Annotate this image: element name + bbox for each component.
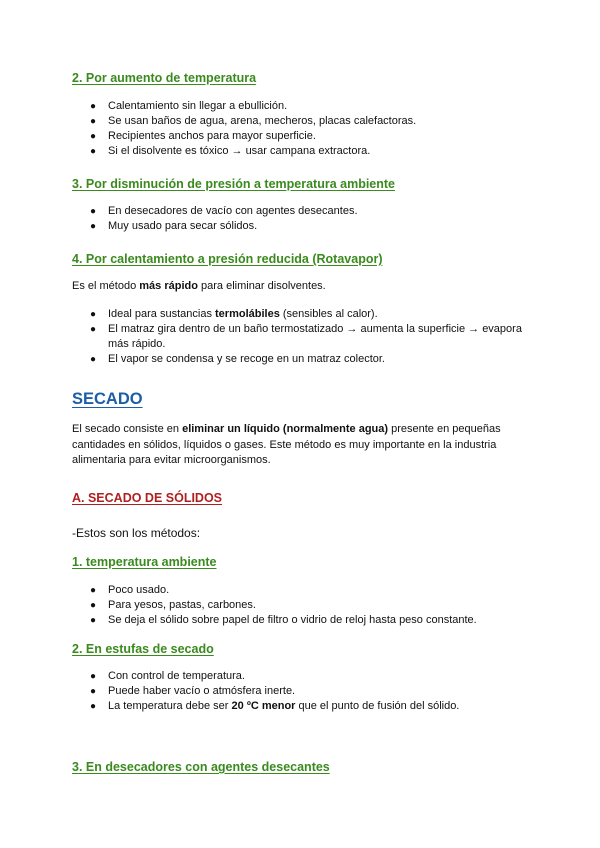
heading-temperatura-ambiente: 1. temperatura ambiente [72, 555, 217, 569]
bullet-icon: ● [90, 701, 97, 712]
bullet-icon: ● [90, 600, 97, 611]
list-item: ● Para yesos, pastas, carbones. [90, 599, 256, 611]
list-item: ● Recipientes anchos para mayor superficie. [90, 130, 316, 142]
list-aumento-temperatura [90, 99, 540, 159]
list-item: ● Con control de temperatura. [90, 670, 245, 682]
list-item: ● Poco usado. [90, 584, 170, 596]
list-item: ● El vapor se condensa y se recoge en un matraz colector. [90, 353, 385, 365]
bullet-icon: ● [90, 615, 97, 626]
list-item: ● La temperatura debe ser 20 ºC menor que el punto de fusión del sólido. [90, 700, 460, 712]
list-item: ● Si el disolvente es tóxico → usar campana extractora. [90, 145, 371, 157]
list-temperatura-ambiente [90, 583, 540, 628]
list-item: ● Se usan baños de agua, arena, mecheros, placas calefactoras. [90, 115, 417, 127]
bullet-icon: ● [90, 101, 97, 112]
metodos-intro: -Estos son los métodos: [72, 526, 201, 540]
heading-secado-solidos: A. SECADO DE SÓLIDOS [72, 491, 223, 505]
list-disminucion-presion [90, 204, 540, 234]
bullet-icon: ● [90, 221, 97, 232]
list-item: ● En desecadores de vacío con agentes desecantes. [90, 205, 358, 217]
bullet-icon: ● [90, 585, 97, 596]
heading-disminucion-presion: 3. Por disminución de presión a temperatura ambiente [72, 177, 395, 191]
heading-secado: SECADO [72, 390, 143, 408]
bullet-icon: ● [90, 671, 97, 682]
bullet-icon: ● [90, 131, 97, 142]
list-item: ● Muy usado para secar sólidos. [90, 220, 258, 232]
bullet-icon: ● [90, 206, 97, 217]
list-estufas-secado [90, 669, 540, 714]
list-item: ● Ideal para sustancias termolábiles (sensibles al calor). [90, 308, 378, 320]
list-item: ● Calentamiento sin llegar a ebullición. [90, 100, 288, 112]
heading-rotavapor: 4. Por calentamiento a presión reducida (Rotavapor) [72, 252, 383, 266]
bullet-icon: ● [90, 686, 97, 697]
heading-estufas-secado: 2. En estufas de secado [72, 642, 214, 656]
secado-paragraph: El secado consiste en eliminar un líquido (normalmente agua) presente en pequeñas cantidades en sólidos, líquidos o gases. Este método es muy importante en la industria alimentaria para evitar microorganismos. [72, 423, 501, 467]
list-item: ● Se deja el sólido sobre papel de filtro o vidrio de reloj hasta peso constante. [90, 614, 477, 626]
bullet-icon: ● [90, 116, 97, 127]
heading-desecadores: 3. En desecadores con agentes desecantes [72, 760, 330, 774]
rotavapor-intro: Es el método más rápido para eliminar disolventes. [72, 280, 326, 292]
list-rotavapor [90, 307, 540, 367]
list-item: ● Puede haber vacío o atmósfera inerte. [90, 685, 296, 697]
list-item: ● El matraz gira dentro de un baño termostatizado → aumenta la superficie → evapora más rápido. [90, 323, 522, 350]
bullet-icon: ● [90, 354, 97, 365]
heading-aumento-temperatura: 2. Por aumento de temperatura [72, 71, 257, 85]
bullet-icon: ● [90, 309, 97, 320]
bullet-icon: ● [90, 146, 97, 157]
bullet-icon: ● [90, 324, 97, 335]
